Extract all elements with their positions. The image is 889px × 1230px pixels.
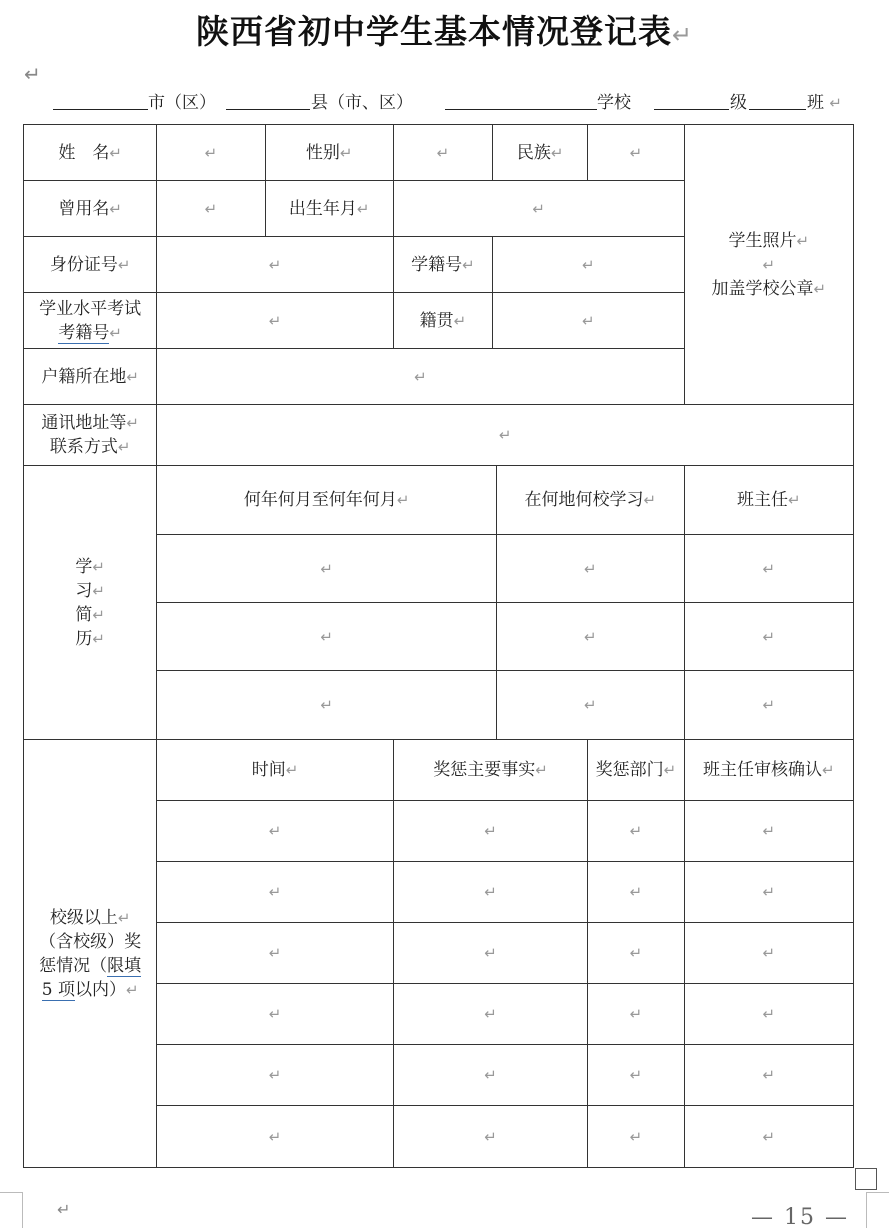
awards-col-department: 奖惩部门↵ xyxy=(588,740,684,801)
awards-cell[interactable]: ↵ xyxy=(588,1045,684,1106)
awards-cell[interactable]: ↵ xyxy=(393,923,587,984)
page-corner-marker xyxy=(866,1192,889,1228)
study-history-label: 学↵ 习↵ 简↵ 历↵ xyxy=(24,466,157,740)
study-cell[interactable]: ↵ xyxy=(497,535,684,603)
school-label: 学校 xyxy=(597,93,631,113)
awards-cell[interactable]: ↵ xyxy=(393,1106,587,1168)
city-label: 市（区） xyxy=(148,93,216,113)
id-label: 身份证号↵ xyxy=(24,237,157,293)
study-cell[interactable]: ↵ xyxy=(497,671,684,740)
former-name-label: 曾用名↵ xyxy=(24,181,157,237)
birth-label: 出生年月↵ xyxy=(265,181,393,237)
exam-no-value[interactable]: ↵ xyxy=(157,293,394,349)
study-cell[interactable]: ↵ xyxy=(157,671,497,740)
paragraph-mark: ↵ xyxy=(57,1200,71,1219)
name-value[interactable]: ↵ xyxy=(157,125,265,181)
awards-cell[interactable]: ↵ xyxy=(684,1045,853,1106)
awards-cell[interactable]: ↵ xyxy=(588,923,684,984)
study-cell[interactable]: ↵ xyxy=(157,603,497,671)
awards-cell[interactable]: ↵ xyxy=(588,801,684,862)
awards-cell[interactable]: ↵ xyxy=(684,984,853,1045)
page-number: — 15 — xyxy=(751,1205,849,1230)
awards-cell[interactable]: ↵ xyxy=(393,862,587,923)
household-label: 户籍所在地↵ xyxy=(24,349,157,405)
awards-label: 校级以上↵ （含校级）奖 惩情况（限填 5 项以内）↵ xyxy=(24,740,157,1168)
row-contact xyxy=(24,405,854,466)
photo-label: 学生照片↵ xyxy=(728,230,810,251)
school-blank[interactable] xyxy=(445,109,597,110)
awards-cell[interactable]: ↵ xyxy=(393,801,587,862)
awards-col-time: 时间↵ xyxy=(157,740,394,801)
student-no-label: 学籍号↵ xyxy=(393,237,492,293)
school-info-line xyxy=(0,88,889,112)
household-value[interactable]: ↵ xyxy=(157,349,684,405)
awards-cell[interactable]: ↵ xyxy=(684,862,853,923)
awards-col-facts: 奖惩主要事实↵ xyxy=(393,740,587,801)
study-header-row xyxy=(24,466,854,535)
awards-cell[interactable]: ↵ xyxy=(157,1045,394,1106)
awards-cell[interactable]: ↵ xyxy=(157,801,394,862)
contact-label: 通讯地址等↵ 联系方式↵ xyxy=(24,405,157,466)
awards-col-confirm: 班主任审核确认↵ xyxy=(684,740,853,801)
exam-no-label: 学业水平考试 考籍号↵ xyxy=(24,293,157,349)
school-seal-label: 加盖学校公章↵ xyxy=(711,278,827,299)
awards-header-row xyxy=(24,740,854,801)
study-cell[interactable]: ↵ xyxy=(684,535,853,603)
awards-cell[interactable]: ↵ xyxy=(157,1106,394,1168)
awards-cell[interactable]: ↵ xyxy=(588,1106,684,1168)
page-corner-marker xyxy=(0,1192,23,1228)
study-cell[interactable]: ↵ xyxy=(684,603,853,671)
study-cell[interactable]: ↵ xyxy=(157,535,497,603)
row-name xyxy=(24,125,854,181)
study-cell[interactable]: ↵ xyxy=(684,671,853,740)
county-label: 县（市、区） xyxy=(311,93,413,113)
awards-cell[interactable]: ↵ xyxy=(157,862,394,923)
gender-value[interactable]: ↵ xyxy=(393,125,492,181)
birth-value[interactable]: ↵ xyxy=(393,181,684,237)
table-resize-handle[interactable] xyxy=(855,1168,877,1190)
class-label: 班 ↵ xyxy=(807,93,842,113)
study-cell[interactable]: ↵ xyxy=(497,603,684,671)
awards-cell[interactable]: ↵ xyxy=(157,923,394,984)
awards-cell[interactable]: ↵ xyxy=(684,1106,853,1168)
native-place-label: 籍贯↵ xyxy=(393,293,492,349)
native-place-value[interactable]: ↵ xyxy=(493,293,684,349)
awards-cell[interactable]: ↵ xyxy=(588,984,684,1045)
former-name-value[interactable]: ↵ xyxy=(157,181,265,237)
awards-cell[interactable]: ↵ xyxy=(393,1045,587,1106)
class-blank[interactable] xyxy=(749,109,806,110)
paragraph-mark: ↵ xyxy=(24,62,41,86)
awards-cell[interactable]: ↵ xyxy=(393,984,587,1045)
contact-value[interactable]: ↵ xyxy=(157,405,854,466)
awards-cell[interactable]: ↵ xyxy=(157,984,394,1045)
id-value[interactable]: ↵ xyxy=(157,237,394,293)
ethnicity-value[interactable]: ↵ xyxy=(588,125,684,181)
city-blank[interactable] xyxy=(53,109,148,110)
study-col-teacher: 班主任↵ xyxy=(684,466,853,535)
form-title: 陕西省初中学生基本情况登记表↵ xyxy=(195,12,694,51)
awards-cell[interactable]: ↵ xyxy=(684,923,853,984)
name-label: 姓 名↵ xyxy=(24,125,157,181)
grade-blank[interactable] xyxy=(654,109,729,110)
county-blank[interactable] xyxy=(226,109,310,110)
study-col-period: 何年何月至何年何月↵ xyxy=(157,466,497,535)
awards-cell[interactable]: ↵ xyxy=(588,862,684,923)
awards-cell[interactable]: ↵ xyxy=(684,801,853,862)
gender-label: 性别↵ xyxy=(265,125,393,181)
study-col-school: 在何地何校学习↵ xyxy=(497,466,684,535)
registration-table xyxy=(23,124,854,1168)
ethnicity-label: 民族↵ xyxy=(493,125,588,181)
grade-label: 级 xyxy=(730,93,747,113)
photo-box[interactable]: 学生照片↵ ↵ 加盖学校公章↵ xyxy=(684,125,853,405)
student-no-value[interactable]: ↵ xyxy=(493,237,684,293)
